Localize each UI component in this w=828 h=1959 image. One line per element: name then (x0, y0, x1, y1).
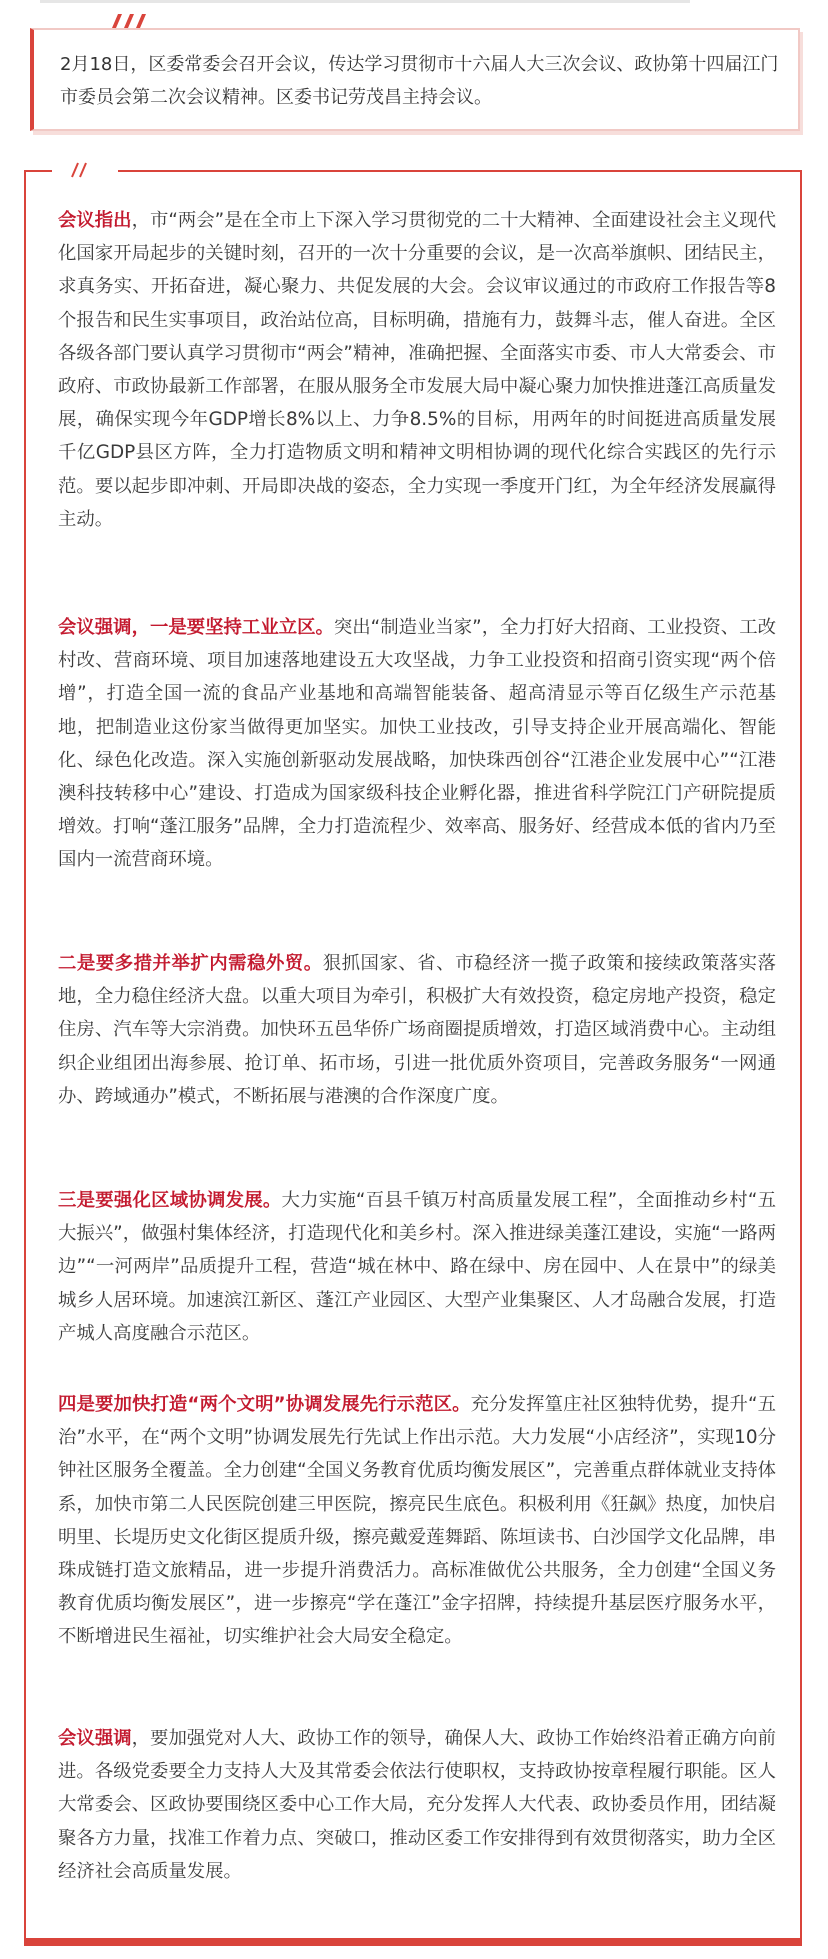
paragraph-regional-development (58, 1184, 776, 1350)
paragraph-lead: 三是要强化区域协调发展。 (58, 1190, 282, 1211)
paragraph-body: 狠抓国家、省、市稳经济一揽子政策和接续政策落实落地，全力稳住经济大盘。以重大项目为牵引，积极扩大有效投资，稳定房地产投资，稳定住房、汽车等大宗消费。加快环五邑华侨广场商圈提质增效，打造区域消费中心。主动组织企业组团出海参展、抢订单、拓市场，引进一批优质外资项目，完善政务服务“一网通办、跨域通办”模式，不断拓展与港澳的合作深度广度。 (58, 953, 776, 1107)
paragraph-body: 突出“制造业当家”，全力打好大招商、工业投资、工改村改、营商环境、项目加速落地建设五大攻坚战，力争工业投资和招商引资实现“两个倍增”，打造全国一流的食品产业基地和高端智能装备、超高清显示等百亿级生产示范基地，把制造业这份家当做得更加坚实。加快工业技改，引导支持企业开展高端化、智能化、绿色化改造。深入实施创新驱动发展战略，加快珠西创谷“江港企业发展中心”“江港澳科技转移中心”建设、打造成为国家级科技企业孵化器，推进省科学院江门产研院提质增效。打响“蓬江服务”品牌，全力打造流程少、效率高、服务好、经营成本低的省内乃至国内一流营商环境。 (58, 617, 776, 871)
paragraph-two-civilizations (58, 1388, 776, 1654)
paragraph-industry (58, 611, 776, 877)
paragraph-domestic-demand (58, 947, 776, 1113)
article-frame-bottom-bar (24, 1938, 802, 1946)
paragraph-lead: 会议强调，一是要坚持工业立区。 (58, 617, 334, 638)
paragraph-body: 大力实施“百县千镇万村高质量发展工程”，全面推动乡村“五大振兴”，做强村集体经济，打造现代化和美乡村。深入推进绿美蓬江建设，实施“一路两边”“一河两岸”品质提升工程，营造“城在林中、路在绿中、房在园中、人在景中”的绿美城乡人居环境。加速滨江新区、蓬江产业园区、大型产业集聚区、人才岛融合发展，打造产城人高度融合示范区。 (58, 1190, 776, 1344)
intro-summary-box (30, 28, 800, 131)
paragraph-lead: 会议指出 (58, 210, 132, 231)
slash-decoration-icon (106, 14, 150, 28)
top-divider-line (40, 0, 690, 3)
paragraph-meeting-points (58, 204, 776, 536)
paragraph-lead: 四是要加快打造“两个文明”协调发展先行示范区。 (58, 1394, 471, 1415)
paragraph-body: 充分发挥篁庄社区独特优势，提升“五治”水平，在“两个文明”协调发展先行先试上作出示范。大力发展“小店经济”，实现10分钟社区服务全覆盖。全力创建“全国义务教育优质均衡发展区”，完善重点群体就业支持体系，加快市第二人民医院创建三甲医院，擦亮民生底色。积极利用《狂飙》热度，加快启明里、长堤历史文化街区提质升级，擦亮戴爱莲舞蹈、陈垣读书、白沙国学文化品牌，串珠成链打造文旅精品，进一步提升消费活力。高标准做优公共服务，全力创建“全国义务教育优质均衡发展区”，进一步擦亮“学在蓬江”金字招牌，持续提升基层医疗服务水平，不断增进民生福祉，切实维护社会大局安全稳定。 (58, 1394, 776, 1648)
double-slash-icon (62, 161, 106, 179)
paragraph-lead: 会议强调 (58, 1728, 132, 1749)
intro-text: 2月18日，区委常委会召开会议，传达学习贯彻市十六届人大三次会议、政协第十四届江门市委员会第二次会议精神。区委书记劳茂昌主持会议。 (60, 54, 779, 108)
paragraph-body: ，市“两会”是在全市上下深入学习贯彻党的二十大精神、全面建设社会主义现代化国家开局起步的关键时刻，召开的一次十分重要的会议，是一次高举旗帜、团结民主，求真务实、开拓奋进，凝心聚力、共促发展的大会。会议审议通过的市政府工作报告等8个报告和民生实事项目，政治站位高，目标明确，措施有力，鼓舞斗志，催人奋进。全区各级各部门要认真学习贯彻市“两会”精神，准确把握、全面落实市委、市人大常委会、市政府、市政协最新工作部署，在服从服务全市发展大局中凝心聚力加快推进蓬江高质量发展，确保实现今年GDP增长8%以上、力争8.5%的目标，用两年的时间挺进高质量发展千亿GDP县区方阵，全力打造物质文明和精神文明相协调的现代化综合实践区的先行示范。要以起步即冲刺、开局即决战的姿态，全力实现一季度开门红，为全年经济发展赢得主动。 (58, 210, 776, 530)
paragraph-lead: 二是要多措并举扩内需稳外贸。 (58, 953, 323, 974)
paragraph-body: ，要加强党对人大、政协工作的领导，确保人大、政协工作始终沿着正确方向前进。各级党委要全力支持人大及其常委会依法行使职权，支持政协按章程履行职能。区人大常委会、区政协要围绕区委中心工作大局，充分发挥人大代表、政协委员作用，团结凝聚各方力量，找准工作着力点、突破口，推动区委工作安排得到有效贯彻落实，助力全区经济社会高质量发展。 (58, 1728, 776, 1882)
paragraph-party-leadership (58, 1722, 776, 1888)
